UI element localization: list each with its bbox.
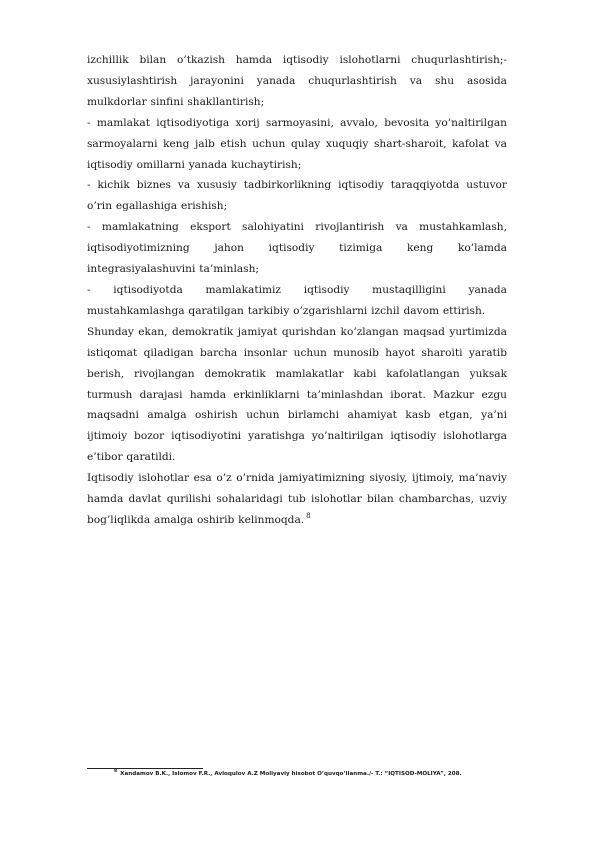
- footnote-separator: [87, 768, 203, 769]
- paragraph-3: - kichik biznes va xususiy tadbirkorlikning iqtisodiy taraqqiyotda ustuvor o’rin egallashiga erishish;: [87, 179, 507, 213]
- paragraph-5: - iqtisodiyotda mamlakatimiz iqtisodiy mustaqilligini yanada mustahkamlashga qaratilgan tarkibiy o’zgarishlarni izchil davom ettirish.: [87, 283, 507, 317]
- footnote: [114, 771, 462, 777]
- page-body: [87, 50, 507, 531]
- paragraph-2: - mamlakat iqtisodiyotiga xorij sarmoyasini, avvalo, bevosita yo’naltirilgan sarmoyalarni keng jalb etish uchun qulay xuquqiy shart-sharoit, kafolat va iqtisodiy omillarni yanada kuchaytirish;: [87, 116, 507, 171]
- paragraph-6: Shunday ekan, demokratik jamiyat qurishdan ko’zlangan maqsad yurtimizda istiqomat qiladigan barcha insonlar uchun munosib hayot sharoiti yaratib berish, rivojlangan demokratik mamlakatlar kabi kafolatlangan yuksak turmush darajasi hamda erkinliklarni ta’minlashdan iborat. Mazkur ezgu maqsadni amalga oshirish uchun birlamchi ahamiyat kasb etgan, ya’ni ijtimoiy bozor iqtisodiyotini yaratishga yo’naltirilgan iqtisodiy islohotlarga e’tibor qaratildi.: [87, 325, 507, 464]
- paragraph-7: [87, 468, 507, 531]
- footnote-number: 8: [114, 769, 118, 775]
- paragraph-1: izchillik bilan o’tkazish hamda iqtisodiy islohotlarni chuqurlashtirish;- xususiylashtirish jarayonini yanada chuqurlashtirish va shu asosida mulkdorlar sinfini shakllantirish;: [87, 54, 507, 108]
- footnote-text: Xandamov B.K., Islomov F.R., Avloqulov A.Z Moliyaviy hisobot O’quvqo’llanma./- T.: “IQTISOD-MOLIYA”, 208.: [120, 771, 462, 777]
- footnote-reference[interactable]: 8: [306, 512, 311, 521]
- paragraph-4: - mamlakatning eksport salohiyatini rivojlantirish va mustahkamlash, iqtisodiyotimizning jahon iqtisodiy tizimiga keng ko’lamda integrasiyalashuvini ta’minlash;: [87, 221, 507, 276]
- paragraph-7-text: Iqtisodiy islohotlar esa o’z o’rnida jamiyatimizning siyosiy, ijtimoiy, ma’naviy hamda davlat qurilishi sohalaridagi tub islohotlar bilan chambarchas, uzviy bog’liqlikda amalga oshirib kelinmoqda.: [87, 472, 507, 526]
